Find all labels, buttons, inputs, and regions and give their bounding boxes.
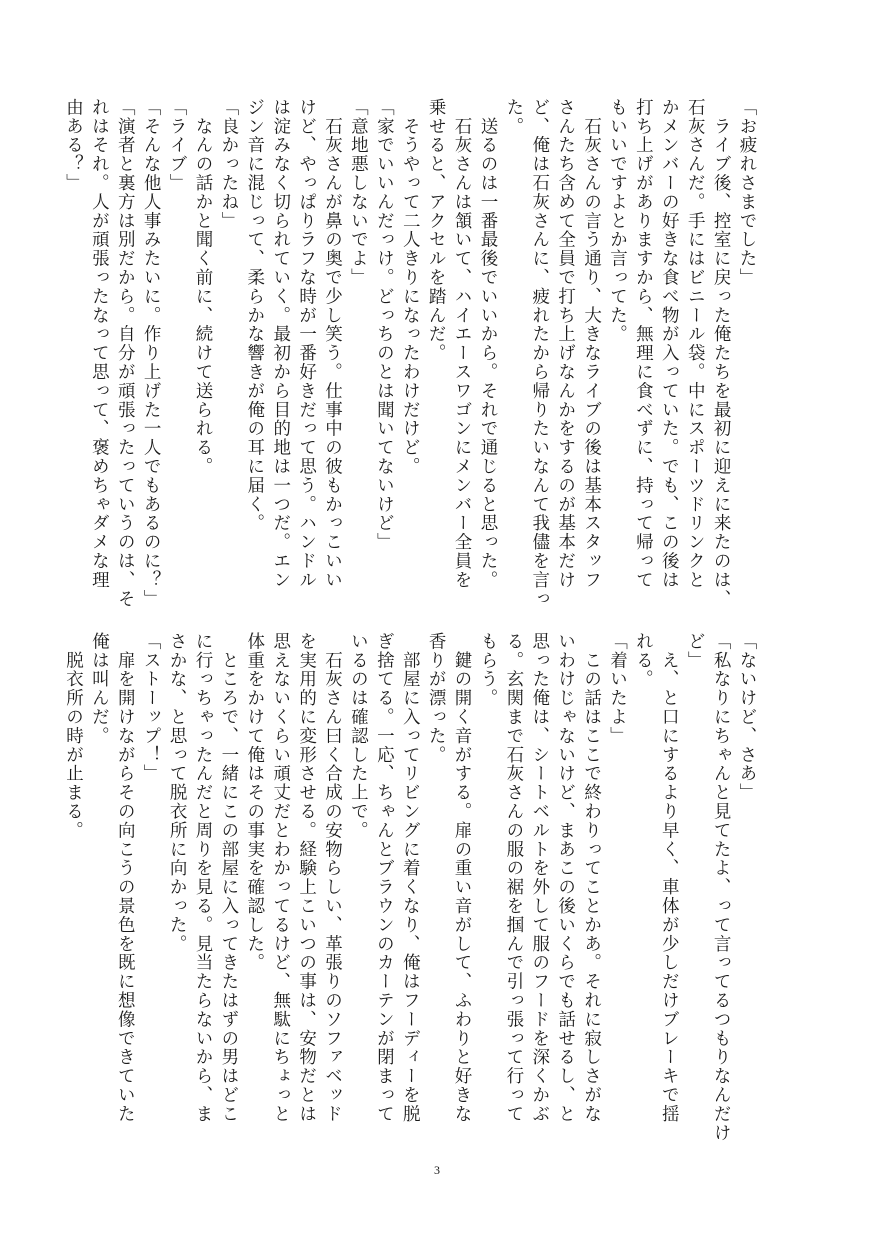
text-line: けど、やっぱりラフな時が一番好きだって思う。ハンドル — [296, 98, 317, 590]
text-line: いわけじゃないけど、まあこの後いくらでも話せるし、と — [555, 632, 576, 1124]
text-line: 乗せると、アクセルを踏んだ。 — [426, 98, 447, 363]
text-line: 打ち上げがありますから、無理に食べずに、持って帰って — [633, 98, 654, 590]
text-line: ど、俺は石灰さんに、疲れたから帰りたいなんて我儘を言っ — [529, 98, 550, 609]
text-line: なんの話かと聞く前に、続けて送られる。 — [192, 98, 213, 476]
page-number: 3 — [434, 1163, 440, 1177]
text-line: る。玄関まで石灰さんの服の裾を掴んで引っ張って行って — [503, 632, 524, 1124]
text-line: は淀みなく切られていく。最初から目的地は一つだ。エン — [270, 98, 291, 590]
text-line: 扉を開けながらその向こうの景色を既に想像できていた — [115, 632, 136, 1124]
text-line: 「お疲れさまでした」 — [737, 98, 757, 287]
text-line: た。 — [503, 98, 524, 136]
text-line: ジン音に混じって、柔らかな響きが俺の耳に届く。 — [244, 98, 265, 533]
text-line: ど」 — [685, 632, 706, 670]
text-line: 鍵の開く音がする。扉の重い音がして、ふわりと好きな — [452, 632, 473, 1124]
text-line: 「私なりにちゃんと見てたよ、って言ってるつもりなんだけ — [711, 632, 732, 1143]
text-line: 送るのは一番最後でいいから。それで通じると思った。 — [477, 98, 498, 590]
text-line: れはそれ。人が頑張ったなって思って、褒めちゃダメな理 — [89, 98, 110, 590]
text-line: 「演者と裏方は別だから。自分が頑張ったっていうのは、そ — [115, 98, 136, 609]
text-line: 思った俺は、シートベルトを外して服のフードを深くかぶ — [529, 632, 550, 1124]
text-line: 部屋に入ってリビングに着くなり、俺はフーディーを脱 — [400, 632, 421, 1124]
text-line: を実用的に変形させる。経験上こいつの事は、安物だとは — [296, 632, 317, 1124]
text-line: 「意地悪しないでよ」 — [348, 98, 369, 287]
text-line: もらう。 — [477, 632, 498, 708]
text-line: 思えないくらい頑丈だとわかってるけど、無駄にちょっと — [270, 632, 291, 1124]
text-line: ぎ捨てる。一応、ちゃんとブラウンのカーテンが閉まって — [374, 632, 395, 1124]
upper-text-block — [63, 98, 759, 623]
text-line: さんたち含めて全員で打ち上げなんかをするのが基本だけ — [555, 98, 576, 590]
text-line: 石灰さんの言う通り、大きなライブの後は基本スタッフ — [581, 98, 602, 590]
text-line: 「そんな他人事みたいに。作り上げた一人でもあるのに？」 — [141, 98, 162, 609]
text-line: 体重をかけて俺はその事実を確認した。 — [244, 632, 265, 973]
text-line: 「良かったね」 — [218, 98, 239, 231]
text-line: 脱衣所の時が止まる。 — [63, 632, 84, 840]
text-line: 石灰さんが鼻の奥で少し笑う。仕事中の彼もかっこいい — [322, 98, 343, 590]
text-line: ライブ後、控室に戻った俺たちを最初に迎えに来たのは、 — [711, 98, 732, 609]
text-line: さかな、と思って脱衣所に向かった。 — [167, 632, 188, 954]
text-line: え、と口にするより早く、車体が少しだけブレーキで揺 — [659, 632, 680, 1124]
text-line: かメンバーの好きな食べ物が入っていた。でも、この後は — [659, 98, 680, 590]
text-line: この話はここで終わりってことかあ。それに寂しさがな — [581, 632, 602, 1124]
text-line: 「ストーップ！」 — [141, 632, 162, 784]
text-line: 石灰さんは頷いて、ハイエースワゴンにメンバー全員を — [452, 98, 473, 590]
text-line: れる。 — [633, 632, 654, 689]
text-line: 「着いたよ」 — [607, 632, 628, 746]
text-line: 石灰さん曰く合成の安物らしい、革張りのソファベッド — [322, 632, 343, 1124]
text-line: そうやって二人きりになったわけだけど。 — [400, 98, 421, 476]
text-line: 「家でいいんだっけ。どっちのとは聞いてないけど」 — [374, 98, 395, 552]
text-line: 「ないけど、さあ」 — [737, 632, 757, 803]
text-line: ところで、一緒にこの部屋に入ってきたはずの男はどこ — [218, 632, 239, 1124]
text-line: 俺は叫んだ。 — [89, 632, 110, 746]
lower-text-block — [63, 632, 759, 1157]
text-line: 石灰さんだ。手にはビニール袋。中にスポーツドリンクと — [685, 98, 706, 590]
text-line: 由ある？」 — [63, 98, 84, 193]
text-line: 香りが漂った。 — [426, 632, 447, 765]
text-line: に行っちゃったんだと周りを見る。見当たらないから、ま — [192, 632, 213, 1124]
text-line: いるのは確認した上で。 — [348, 632, 369, 840]
text-line: 「ライブ」 — [167, 98, 188, 193]
text-line: もいいですよとか言ってた。 — [607, 98, 628, 344]
